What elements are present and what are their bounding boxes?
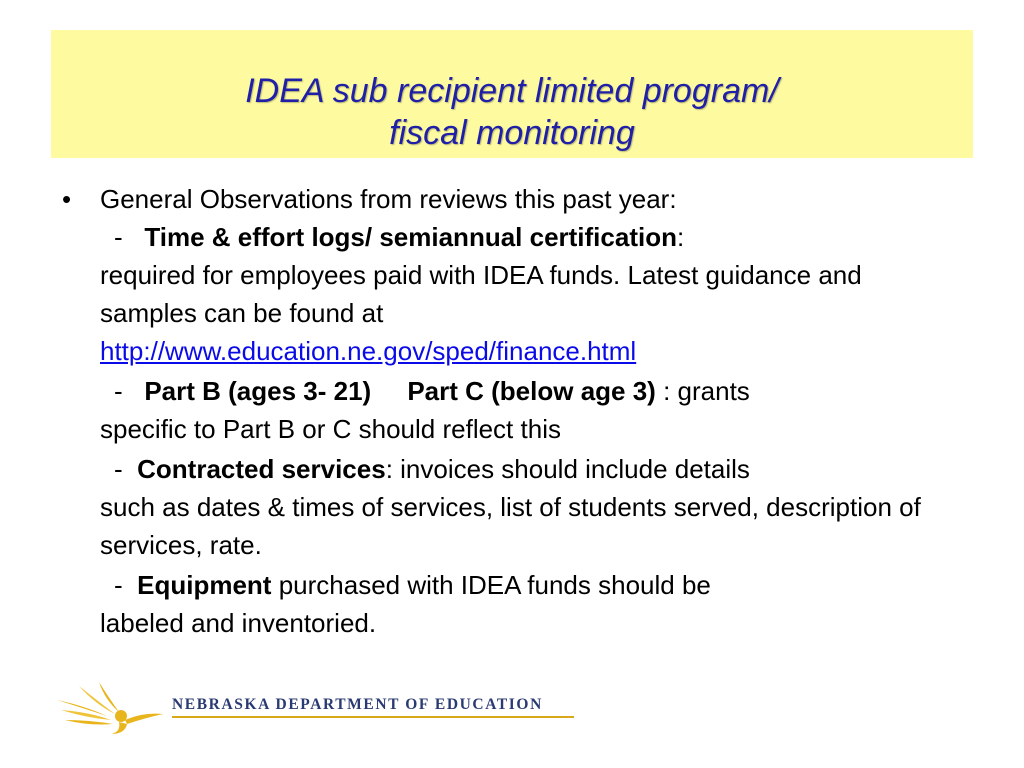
item-text: required for employees paid with IDEA funds. Latest guidance and samples can be found at [100,260,862,328]
item-equipment [100,566,962,642]
item-text: such as dates & times of services, list of students served, description of services, rate. [100,492,921,560]
item-inline-text: : grants [663,376,750,406]
item-heading-part-c: Part C (below age 3) [407,376,656,406]
title-line-1: IDEA sub recipient limited program/ [245,72,779,110]
item-body [100,256,962,370]
org-name: NEBRASKA DEPARTMENT OF EDUCATION [172,696,543,713]
title-box [51,30,973,158]
finance-guidance-link[interactable]: http://www.education.ne.gov/sped/finance.html [100,336,637,366]
item-dash: - [114,376,123,406]
item-inline-text: purchased with IDEA funds should be [278,570,711,600]
slide-title [51,70,973,154]
item-heading: Equipment [137,570,272,600]
footer [55,680,615,740]
item-part-b-c [100,372,962,448]
slide-content [62,180,962,642]
nde-sun-logo-icon [55,680,165,736]
item-dash: - [114,454,123,484]
item-time-effort [100,218,962,370]
item-dash: - [114,570,123,600]
item-colon: : [676,222,685,252]
bullet-general-observations [62,180,962,218]
org-underline [172,716,574,718]
item-heading-part-b: Part B (ages 3- 21) [144,376,372,406]
item-inline-text: : invoices should include details [385,454,750,484]
title-line-2: fiscal monitoring [389,114,635,152]
item-contracted-services [100,450,962,564]
item-dash: - [114,222,123,252]
item-text: specific to Part B or C should reflect this [100,414,561,444]
bullet-marker: • [62,184,72,214]
bullet-text: General Observations from reviews this past year: [100,184,677,214]
item-text: labeled and inventoried. [100,608,377,638]
item-heading: Contracted services [137,454,386,484]
item-heading: Time & effort logs/ semiannual certification [144,222,677,252]
